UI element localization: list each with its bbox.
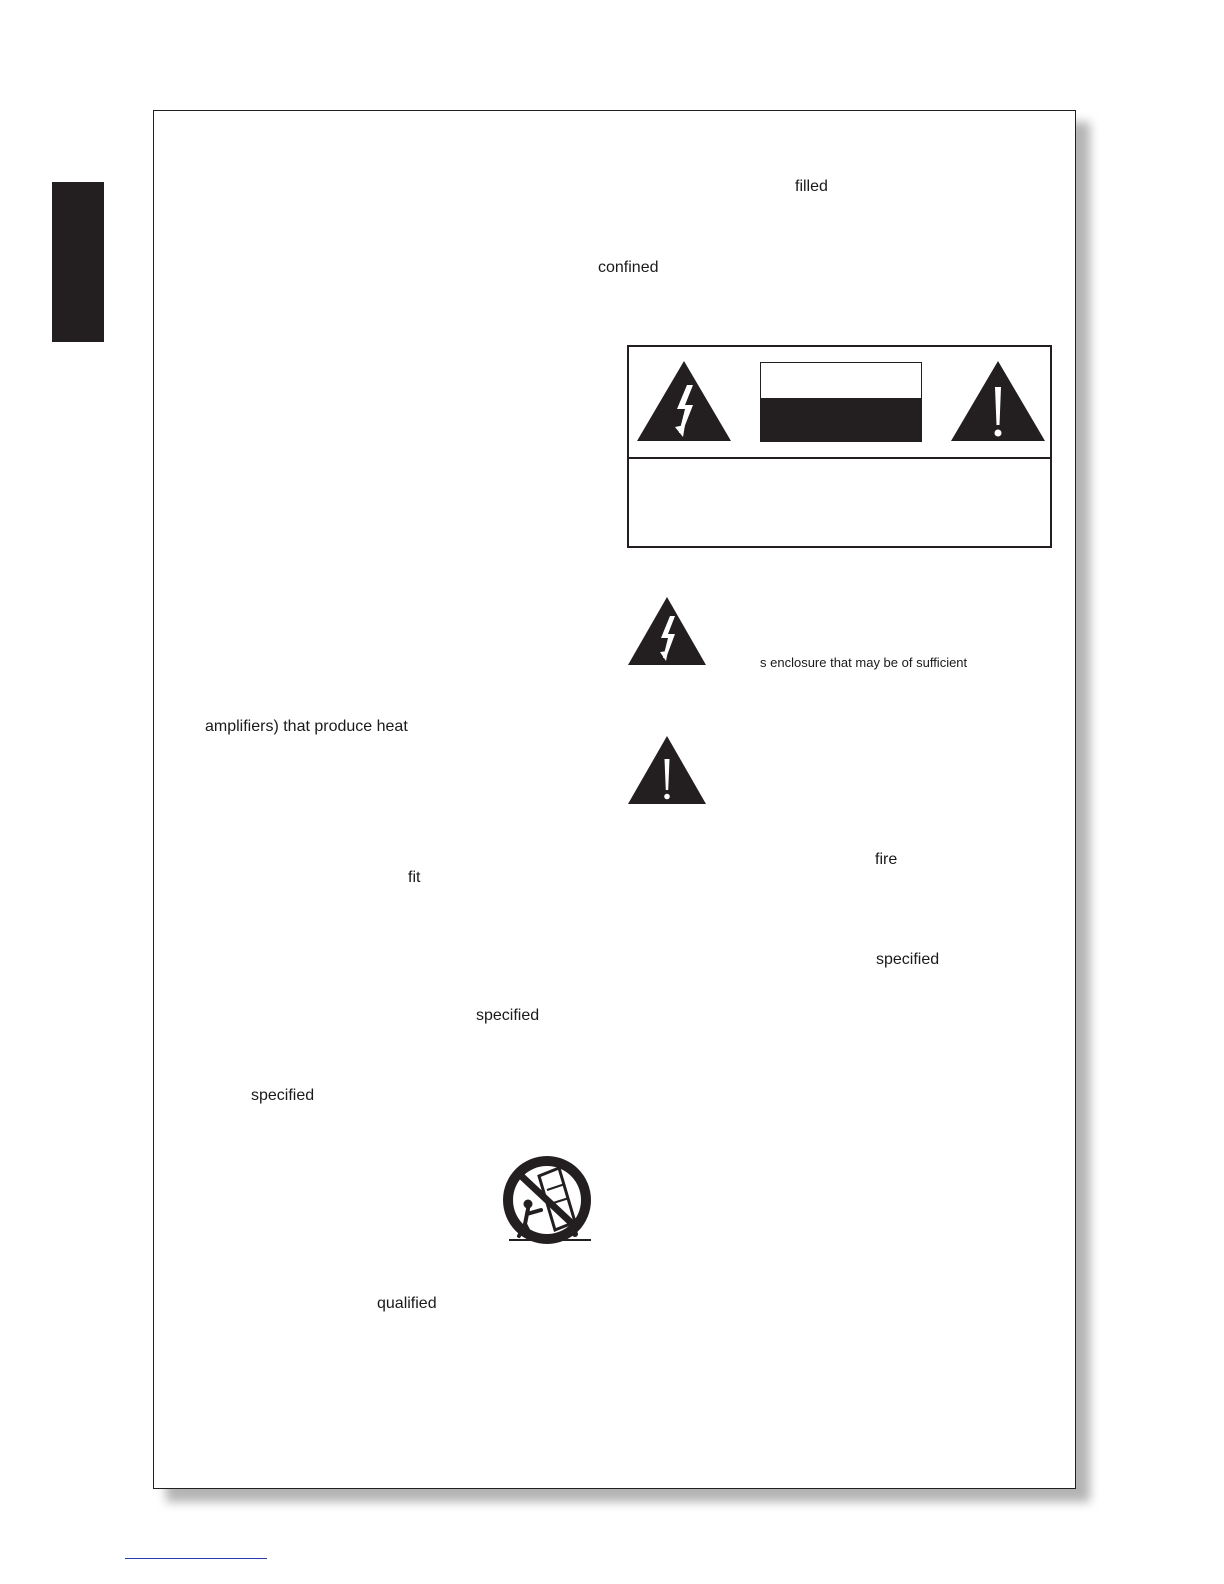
- risk-of-shock-label-box: [627, 345, 1052, 548]
- caution-label-dark-band: [761, 398, 921, 441]
- section-tab-marker: [52, 182, 104, 342]
- text-filled: filled: [795, 178, 828, 195]
- text-confined: confined: [598, 259, 659, 276]
- caution-label-plate: [760, 362, 922, 442]
- lightning-triangle-icon: [635, 359, 733, 443]
- safety-instructions-frame: [153, 110, 1076, 1489]
- exclamation-triangle-icon: [949, 359, 1047, 443]
- text-fit: fit: [408, 869, 421, 886]
- text-specified-left-2: specified: [251, 1087, 315, 1104]
- footer-link-rule: [125, 1558, 267, 1559]
- label-box-divider: [629, 457, 1050, 459]
- text-specified-left-1: specified: [476, 1007, 540, 1024]
- text-enclosure-sufficient: s enclosure that may be of sufficient: [760, 655, 968, 670]
- text-qualified: qualified: [377, 1295, 437, 1312]
- cart-tip-over-warning-icon: [495, 1152, 601, 1250]
- lightning-triangle-icon: [627, 596, 707, 666]
- exclamation-triangle-icon: [627, 735, 707, 805]
- text-amplifiers-heat: amplifiers) that produce heat: [205, 718, 408, 735]
- text-fire: fire: [875, 851, 898, 868]
- text-specified-right: specified: [876, 951, 940, 968]
